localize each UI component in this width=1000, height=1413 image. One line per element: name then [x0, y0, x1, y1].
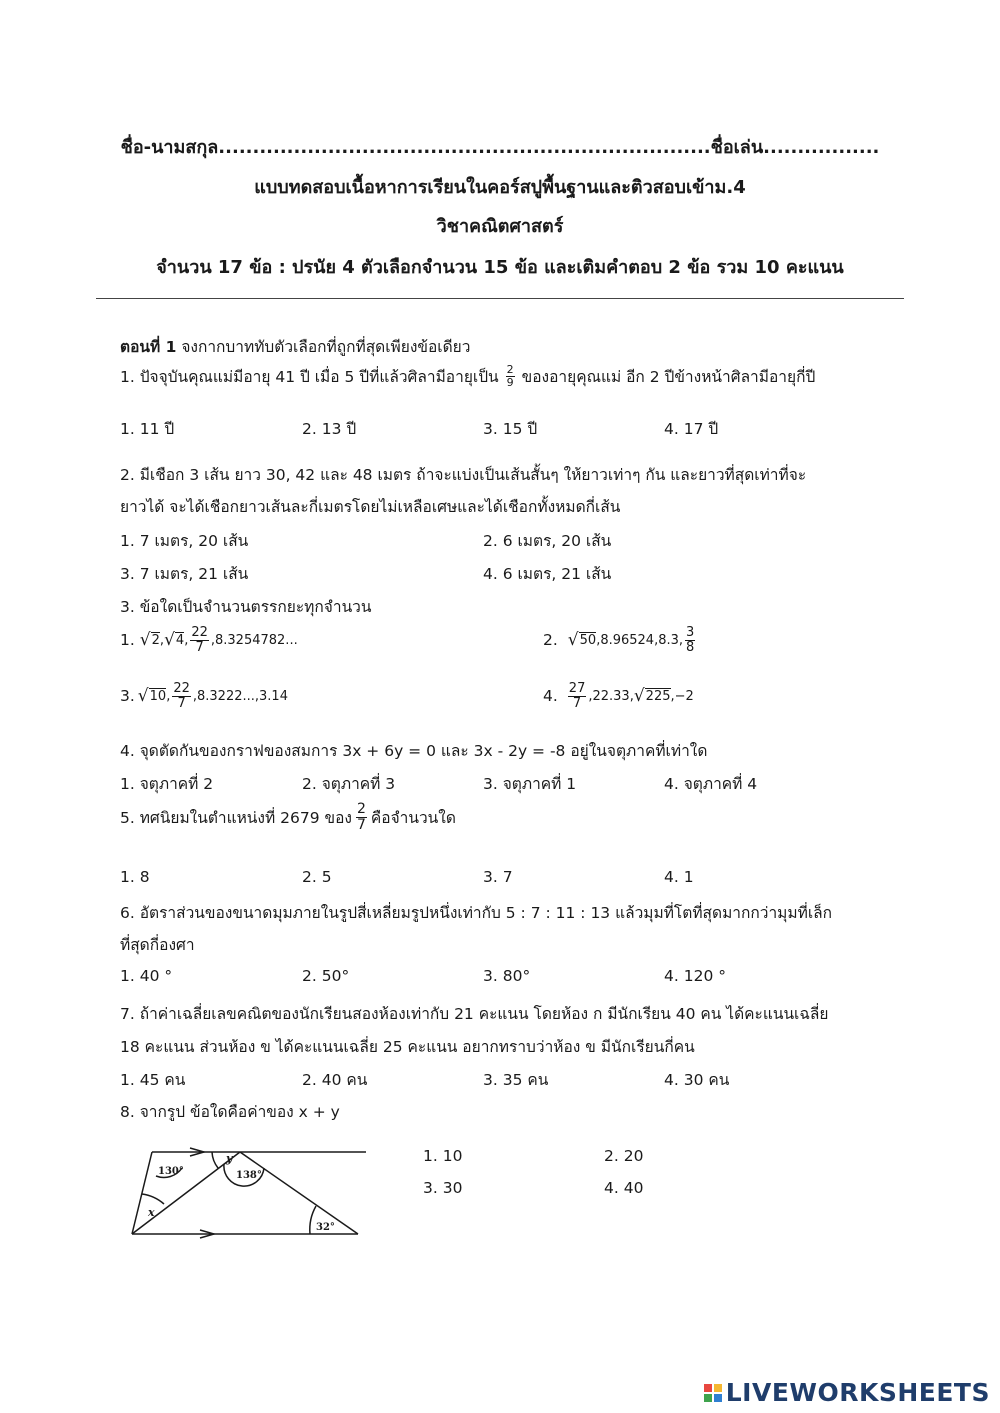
q4-option-1[interactable]: 1. จตุภาคที่ 2	[120, 775, 214, 793]
header-divider	[96, 298, 904, 299]
q5-text-b: คือจำนวนใด	[370, 808, 456, 827]
angle-label-130: 130°	[158, 1166, 184, 1177]
q5-option-2[interactable]: 2. 5	[302, 868, 332, 886]
frac-den: 7	[572, 695, 582, 711]
q3-opt2-mid: ,8.96524,8.3̇,	[596, 632, 684, 648]
q3-opt3-tail: ,8.3222...,3.14	[192, 688, 288, 704]
subject-title: วิชาคณิตศาสตร์	[436, 216, 564, 237]
frac-den: 7	[177, 695, 186, 711]
sqrt-symbol: √	[164, 630, 175, 651]
exam-title: แบบทดสอบเนื้อหาการเรียนในคอร์สปูพื้นฐานและติวสอบเข้าม.4	[254, 177, 746, 198]
q2-line-1: 2. มีเชือก 3 เส้น ยาว 30, 42 และ 48 เมตร ถ้าจะแบ่งเป็นเส้นสั้นๆ ให้ยาวเท่าๆ กัน และยาวที่สุดเท่าที่จะ	[120, 466, 807, 484]
q1-option-3[interactable]: 3. 15 ปี	[483, 420, 538, 438]
q3-opt4-mid: ,22.33̇,	[588, 688, 634, 704]
q7-option-4[interactable]: 4. 30 คน	[664, 1071, 730, 1089]
q6-option-4[interactable]: 4. 120 °	[664, 967, 726, 985]
q6-line-2: ที่สุดกี่องศา	[120, 936, 195, 954]
frac-num: 22	[191, 625, 208, 640]
q5-option-1[interactable]: 1. 8	[120, 868, 150, 886]
angle-label-x: x	[148, 1206, 155, 1219]
q6-option-2[interactable]: 2. 50°	[302, 967, 350, 985]
q3-opt3-label: 3.	[120, 687, 135, 706]
sqrt-symbol: √	[139, 630, 151, 651]
q3-opt4-label: 4.	[543, 687, 558, 706]
q2-option-3[interactable]: 3. 7 เมตร, 21 เส้น	[120, 565, 249, 583]
angle-label-y: y	[226, 1152, 233, 1165]
sqrt-symbol: √	[567, 630, 579, 651]
q5-frac-den: 7	[356, 816, 366, 833]
q4-option-2[interactable]: 2. จตุภาคที่ 3	[302, 775, 396, 793]
q3-opt2-radicand: 50	[579, 633, 597, 649]
q4-text: 4. จุดตัดกันของกราฟของสมการ 3x + 6y = 0 และ 3x - 2y = -8 อยู่ในจตุภาคที่เท่าใด	[120, 742, 708, 760]
q3-opt4-tail: ,−2	[670, 688, 694, 704]
q7-option-1[interactable]: 1. 45 คน	[120, 1071, 186, 1089]
q2-option-1[interactable]: 1. 7 เมตร, 20 เส้น	[120, 532, 249, 550]
frac-num: 3	[686, 625, 695, 640]
frac-num: 22	[173, 681, 190, 696]
q3-option-1[interactable]: 1. √ 2 , √ 4 , $\frac{22}{7}$ ,8.3254782...	[120, 625, 298, 655]
q1-option-1[interactable]: 1. 11 ปี	[120, 420, 175, 438]
q5-option-4[interactable]: 4. 1	[664, 868, 694, 886]
q8-text: 8. จากรูป ข้อใดคือค่าของ x + y	[120, 1103, 340, 1121]
q8-option-3[interactable]: 3. 30	[423, 1179, 463, 1197]
section-heading	[120, 334, 470, 359]
q8-option-2[interactable]: 2. 20	[604, 1147, 644, 1165]
q5-frac-num: 2	[356, 801, 366, 817]
q3-option-3[interactable]: 3. √ 10 , $\frac{22}{7}$ ,8.3222...,3.14	[120, 681, 288, 711]
q2-option-2[interactable]: 2. 6 เมตร, 20 เส้น	[483, 532, 612, 550]
q5-fraction	[356, 802, 367, 832]
question-1	[120, 364, 815, 389]
q4-option-3[interactable]: 3. จตุภาคที่ 1	[483, 775, 577, 793]
q3-opt3-radicand: 10	[149, 689, 167, 705]
q7-option-3[interactable]: 3. 35 คน	[483, 1071, 549, 1089]
q3-opt1-radicand-1: 2	[151, 633, 160, 649]
q4-option-4[interactable]: 4. จตุภาคที่ 4	[664, 775, 758, 793]
q3-opt1-label: 1.	[120, 631, 135, 650]
name-line[interactable]: ชื่อ-นามสกุล........................................................................ชื่อเล่น.................	[120, 137, 880, 158]
q7-line-1: 7. ถ้าค่าเฉลี่ยเลขคณิตของนักเรียนสองห้องเท่ากับ 21 คะแนน โดยห้อง ก มีนักเรียน 40 คน ได้คะแนนเฉลี่ย	[120, 1005, 829, 1023]
q7-option-2[interactable]: 2. 40 คน	[302, 1071, 368, 1089]
liveworksheets-logo	[704, 1378, 990, 1407]
q1-text-b: ของอายุคุณแม่ อีก 2 ปีข้างหน้าศิลามีอายุกี่ปี	[521, 368, 816, 386]
angle-arc-y	[212, 1152, 218, 1168]
frac-num: 27	[568, 681, 586, 696]
sqrt-symbol: √	[633, 686, 645, 707]
q1-option-4[interactable]: 4. 17 ปี	[664, 420, 719, 438]
question-5	[120, 802, 456, 832]
angle-label-138: 138°	[236, 1170, 262, 1181]
q3-opt2-fraction	[685, 626, 695, 654]
q2-option-4[interactable]: 4. 6 เมตร, 21 เส้น	[483, 565, 612, 583]
q8-option-1[interactable]: 1. 10	[423, 1147, 463, 1165]
q6-option-3[interactable]: 3. 80°	[483, 967, 531, 985]
q6-option-1[interactable]: 1. 40 °	[120, 967, 173, 985]
q1-text-a: 1. ปัจจุบันคุณแม่มีอายุ 41 ปี เมื่อ 5 ปีที่แล้วศิลามีอายุเป็น	[120, 368, 499, 386]
q8-geometry-figure	[128, 1140, 368, 1242]
liveworksheets-logo-icon	[704, 1384, 722, 1402]
q3-text: 3. ข้อใดเป็นจำนวนตรรกยะทุกจำนวน	[120, 598, 372, 616]
q3-option-2[interactable]	[543, 626, 697, 654]
q5-option-3[interactable]: 3. 7	[483, 868, 513, 886]
q7-line-2: 18 คะแนน ส่วนห้อง ข ได้คะแนนเฉลี่ย 25 คะแนน อยากทราบว่าห้อง ข มีนักเรียนกี่คน	[120, 1038, 695, 1056]
q3-opt4-radicand: 225	[645, 689, 671, 705]
right-side-line	[240, 1152, 358, 1234]
sqrt-symbol: √	[137, 686, 149, 707]
q1-option-2[interactable]: 2. 13 ปี	[302, 420, 357, 438]
q6-line-1: 6. อัตราส่วนของขนาดมุมภายในรูปสี่เหลี่ยมรูปหนึ่งเท่ากับ 5 : 7 : 11 : 13 แล้วมุมที่โตที่สุดมากกว่ามุมที่เล็ก	[120, 904, 833, 922]
section-label: ตอนที่ 1	[120, 338, 177, 356]
q5-text-a: 5. ทศนิยมในตำแหน่งที่ 2679 ของ	[120, 808, 352, 827]
exam-summary: จำนวน 17 ข้อ : ปรนัย 4 ตัวเลือกจำนวน 15 ข้อ และเติมคำตอบ 2 ข้อ รวม 10 คะแนน	[156, 257, 844, 278]
q1-frac-num: 2	[506, 363, 514, 377]
q2-line-2: ยาวได้ จะได้เชือกยาวเส้นละกี่เมตรโดยไม่เหลือเศษและได้เชือกทั้งหมดกี่เส้น	[120, 498, 621, 516]
q1-frac-den: 9	[506, 376, 514, 389]
q3-opt1-tail: ,8.3254782...	[210, 632, 298, 648]
frac-den: 7	[195, 639, 204, 655]
angle-label-32: 32°	[316, 1222, 335, 1233]
angle-arc-x	[142, 1194, 164, 1204]
q3-opt2-label: 2.	[543, 631, 558, 650]
q3-option-4[interactable]	[543, 682, 694, 710]
liveworksheets-logo-text: LIVEWORKSHEETS	[725, 1378, 990, 1407]
q8-option-4[interactable]: 4. 40	[604, 1179, 644, 1197]
q1-fraction	[506, 364, 515, 388]
q3-opt4-fraction	[568, 682, 587, 710]
q3-opt1-radicand-2: 4	[175, 633, 185, 649]
q3-opt1-fraction	[190, 626, 209, 654]
section-instruction: จงกากบาททับตัวเลือกที่ถูกที่สุดเพียงข้อเดียว	[181, 338, 471, 356]
frac-den: 8	[686, 639, 695, 655]
q3-opt3-fraction	[172, 682, 191, 710]
